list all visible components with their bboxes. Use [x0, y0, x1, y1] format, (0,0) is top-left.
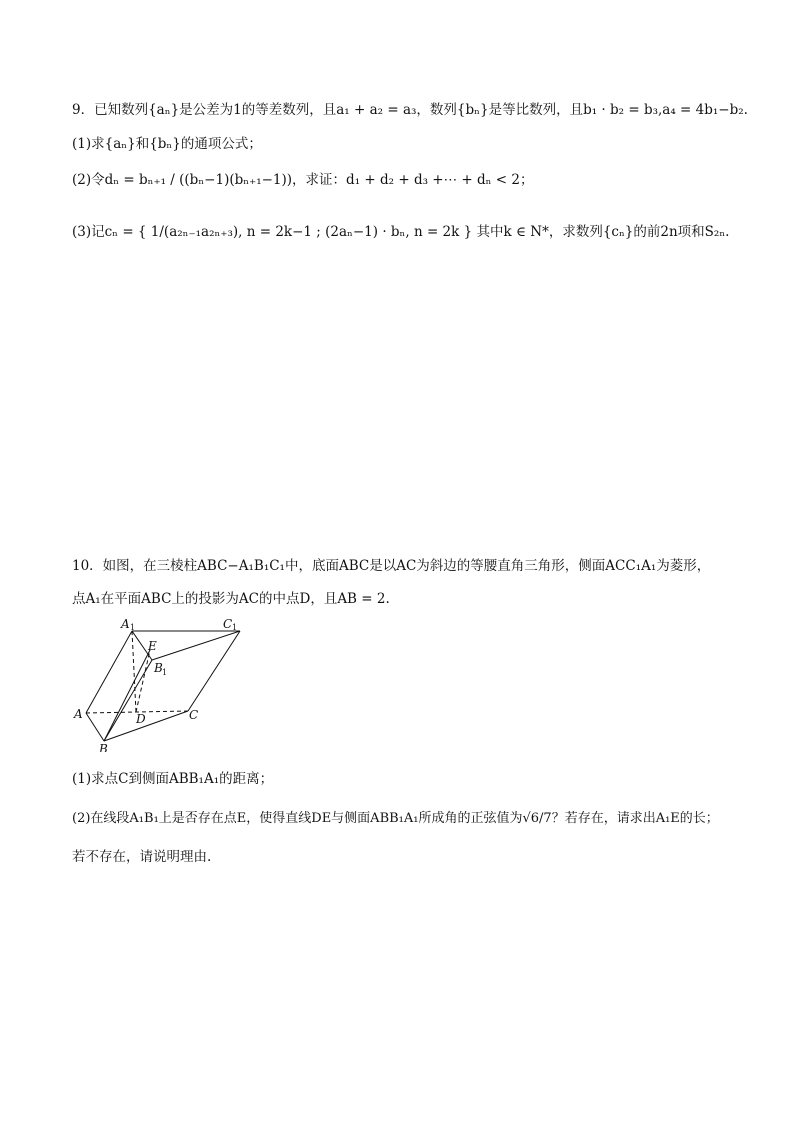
label-A1: A — [121, 617, 130, 631]
label-B1-sub: 1 — [162, 668, 168, 677]
label-E: E — [148, 639, 157, 653]
label-D: D — [136, 712, 146, 726]
label-A: A — [74, 707, 83, 721]
problem10-part2b: 若不存在，请说明理由. — [72, 849, 212, 865]
problem10-part1: (1)求点C到侧面ABB₁A₁的距离； — [72, 771, 274, 787]
edge-A-B — [86, 713, 104, 741]
label-C: C — [189, 708, 199, 722]
edge-C-C1 — [188, 631, 240, 711]
edge-B-B1 — [104, 660, 152, 741]
label-A1-sub: 1 — [130, 623, 136, 632]
edge-A-A1 — [86, 631, 132, 713]
segment-D-E — [136, 650, 150, 712]
label-B1: B — [154, 661, 163, 675]
problem9-part2: (2)令dₙ = bₙ₊₁ / ((bₙ−1)(bₙ₊₁−1))，求证：d₁ + d₂ + d₃ +⋯ + dₙ < 2； — [72, 172, 534, 188]
problem10-intro2: 点A₁在平面ABC上的投影为AC的中点D，且AB = 2. — [72, 591, 390, 607]
edge-B1-C1 — [152, 631, 240, 660]
problem10-intro: 10．如图，在三棱柱ABC−A₁B₁C₁中，底面ABC是以AC为斜边的等腰直角三角形，侧面ACC₁A₁为菱形， — [72, 558, 711, 574]
prism-figure — [66, 612, 266, 752]
problem9-part1: (1)求{aₙ}和{bₙ}的通项公式； — [72, 136, 262, 152]
problem9-intro: 9．已知数列{aₙ}是公差为1的等差数列，且a₁ + a₂ = a₃，数列{bₙ}是等比数列，且b₁ · b₂ = b₃,a₄ = 4b₁−b₂. — [72, 102, 748, 118]
label-B: B — [99, 742, 108, 752]
label-C1: C — [223, 617, 233, 631]
problem9-part3: (3)记cₙ = { 1/(a₂ₙ₋₁a₂ₙ₊₃), n = 2k−1 ; (2aₙ−1) · bₙ, n = 2k } 其中k ∈ N*，求数列{cₙ}的前2n项和S₂ₙ. — [72, 224, 730, 240]
label-C1-sub: 1 — [232, 623, 238, 632]
segment-A1-D — [132, 631, 136, 712]
problem10-part2: (2)在线段A₁B₁上是否存在点E，使得直线DE与侧面ABB₁A₁所成角的正弦值为√6/7？若存在，请求出A₁E的长； — [72, 811, 719, 826]
